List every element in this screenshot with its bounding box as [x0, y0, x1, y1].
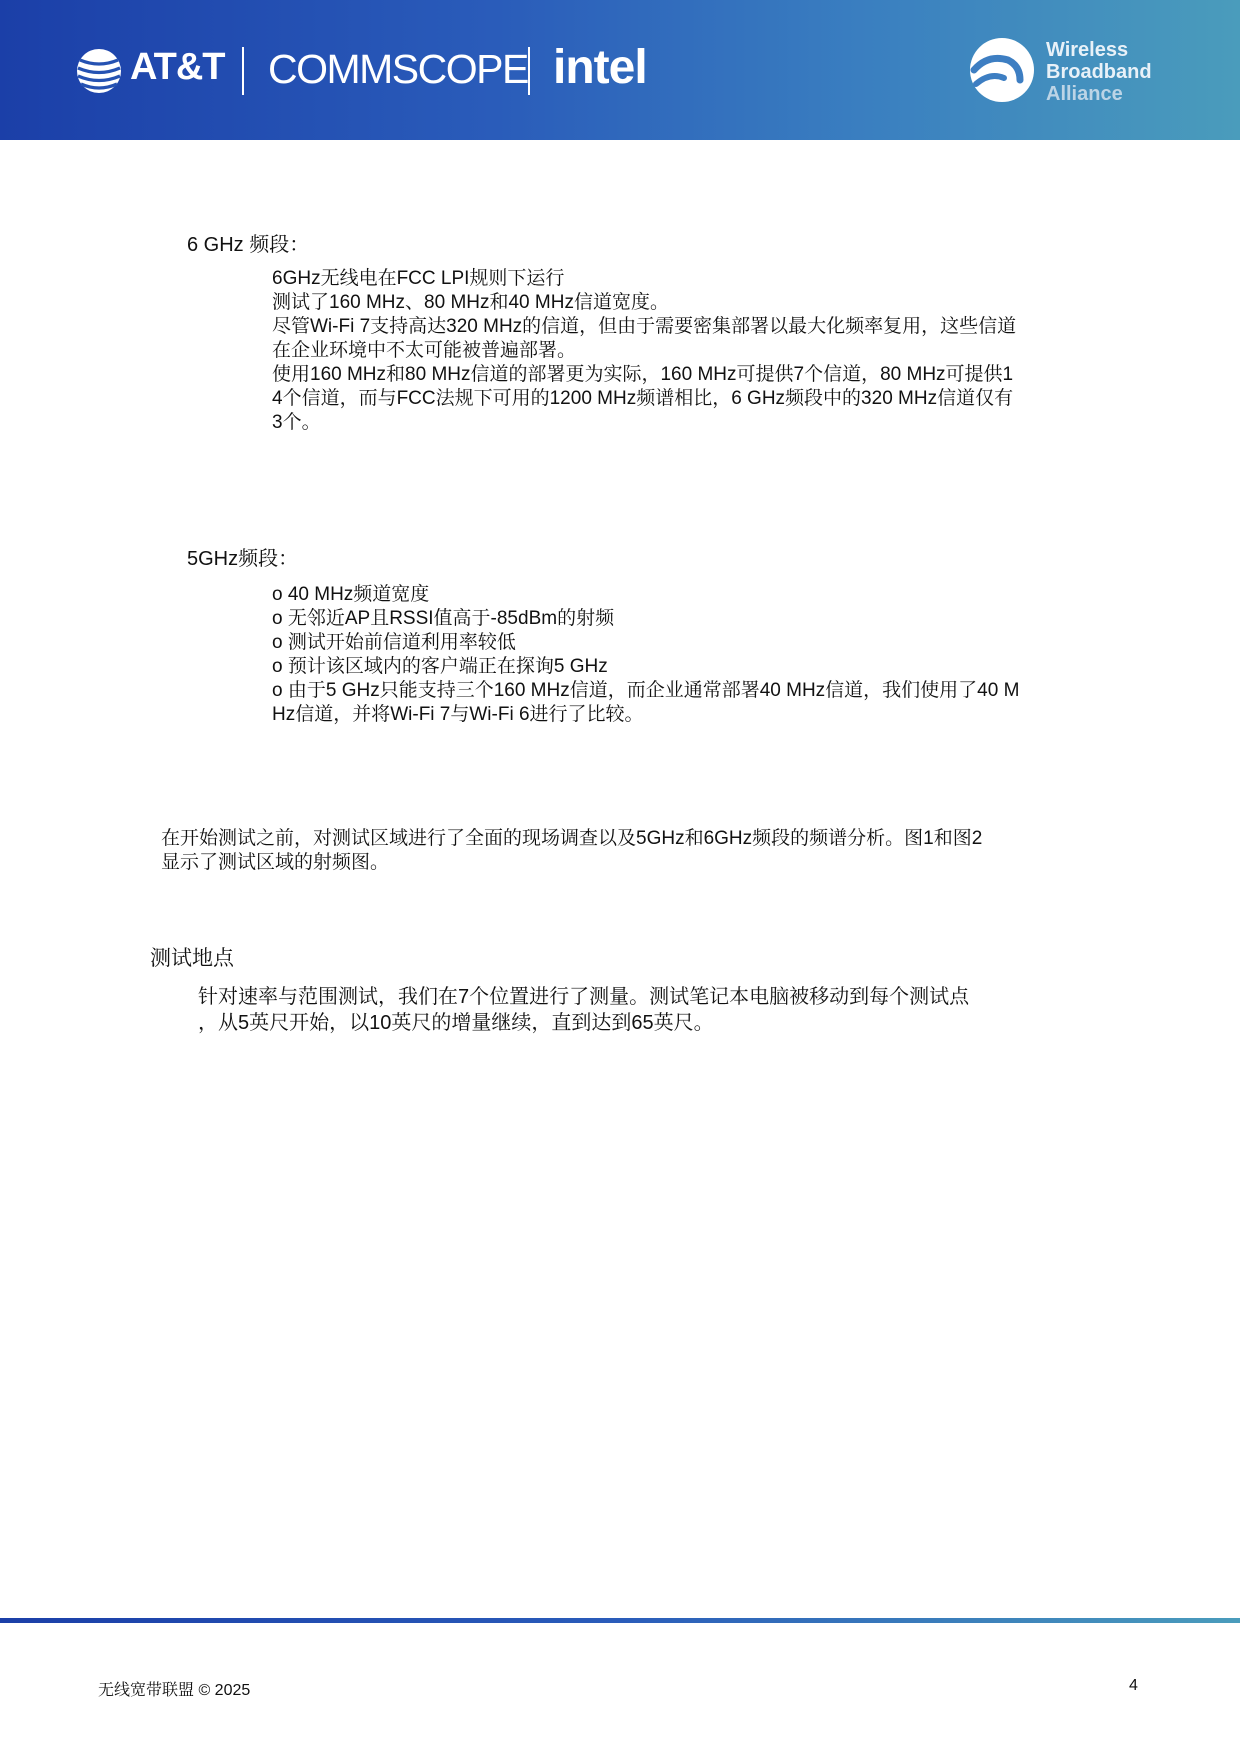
footer-copyright: 无线宽带联盟 © 2025 — [98, 1682, 251, 1699]
wba-logo-word: Alliance — [1046, 83, 1123, 105]
section-heading-6ghz: 6 GHz 频段： — [187, 234, 310, 256]
body-line: 6GHz无线电在FCC LPI规则下运行 — [272, 268, 565, 289]
body-line: 使用160 MHz和80 MHz信道的部署更为实际，160 MHz可提供7个信道，80 MHz可提供1 — [272, 364, 1014, 385]
att-logo: AT&T — [130, 46, 225, 88]
body-line: 尽管Wi-Fi 7支持高达320 MHz的信道，但由于需要密集部署以最大化频率复用，这些信道 — [272, 316, 1017, 337]
att-globe-icon — [76, 48, 122, 94]
body-line: 在企业环境中不太可能被普遍部署。 — [272, 340, 577, 361]
logo-divider — [242, 47, 244, 95]
body-line: 3个。 — [272, 412, 321, 433]
wba-logo-word: Wireless — [1046, 39, 1129, 61]
body-line: ，从5英尺开始，以10英尺的增量继续，直到达到65英尺。 — [198, 1012, 714, 1034]
wba-logo-word: Broadband — [1046, 61, 1152, 83]
body-line: 4个信道，而与FCC法规下可用的1200 MHz频谱相比，6 GHz频段中的320 MHz信道仅有 — [272, 388, 1014, 409]
body-line: 针对速率与范围测试，我们在7个位置进行了测量。测试笔记本电脑被移动到每个测试点 — [198, 986, 970, 1008]
body-line: 在开始测试之前，对测试区域进行了全面的现场调查以及5GHz和6GHz频段的频谱分析。图1和图2 — [161, 828, 983, 849]
bullet-item: o 测试开始前信道利用率较低 — [272, 632, 516, 653]
section-heading-5ghz: 5GHz频段： — [187, 548, 299, 570]
wba-logo-icon — [968, 36, 1036, 104]
footer-divider — [0, 1618, 1240, 1623]
page-header — [0, 0, 1240, 140]
section-heading-test-locations: 测试地点 — [150, 947, 234, 970]
body-line: 测试了160 MHz、80 MHz和40 MHz信道宽度。 — [272, 292, 669, 313]
commscope-logo: COMMSCOPE — [268, 46, 528, 92]
page-number: 4 — [1129, 1677, 1138, 1694]
bullet-item: o 无邻近AP且RSSI值高于-85dBm的射频 — [272, 608, 615, 629]
body-line: 显示了测试区域的射频图。 — [161, 852, 390, 873]
bullet-item: o 由于5 GHz只能支持三个160 MHz信道，而企业通常部署40 MHz信道，我们使用了40 M — [272, 680, 1020, 701]
bullet-item: Hz信道，并将Wi-Fi 7与Wi-Fi 6进行了比较。 — [272, 704, 644, 725]
bullet-item: o 预计该区域内的客户端正在探询5 GHz — [272, 656, 608, 677]
wba-logo-text — [1046, 39, 1152, 105]
bullet-item: o 40 MHz频道宽度 — [272, 584, 430, 605]
logo-divider — [528, 47, 530, 95]
intel-logo: intel — [553, 41, 647, 94]
